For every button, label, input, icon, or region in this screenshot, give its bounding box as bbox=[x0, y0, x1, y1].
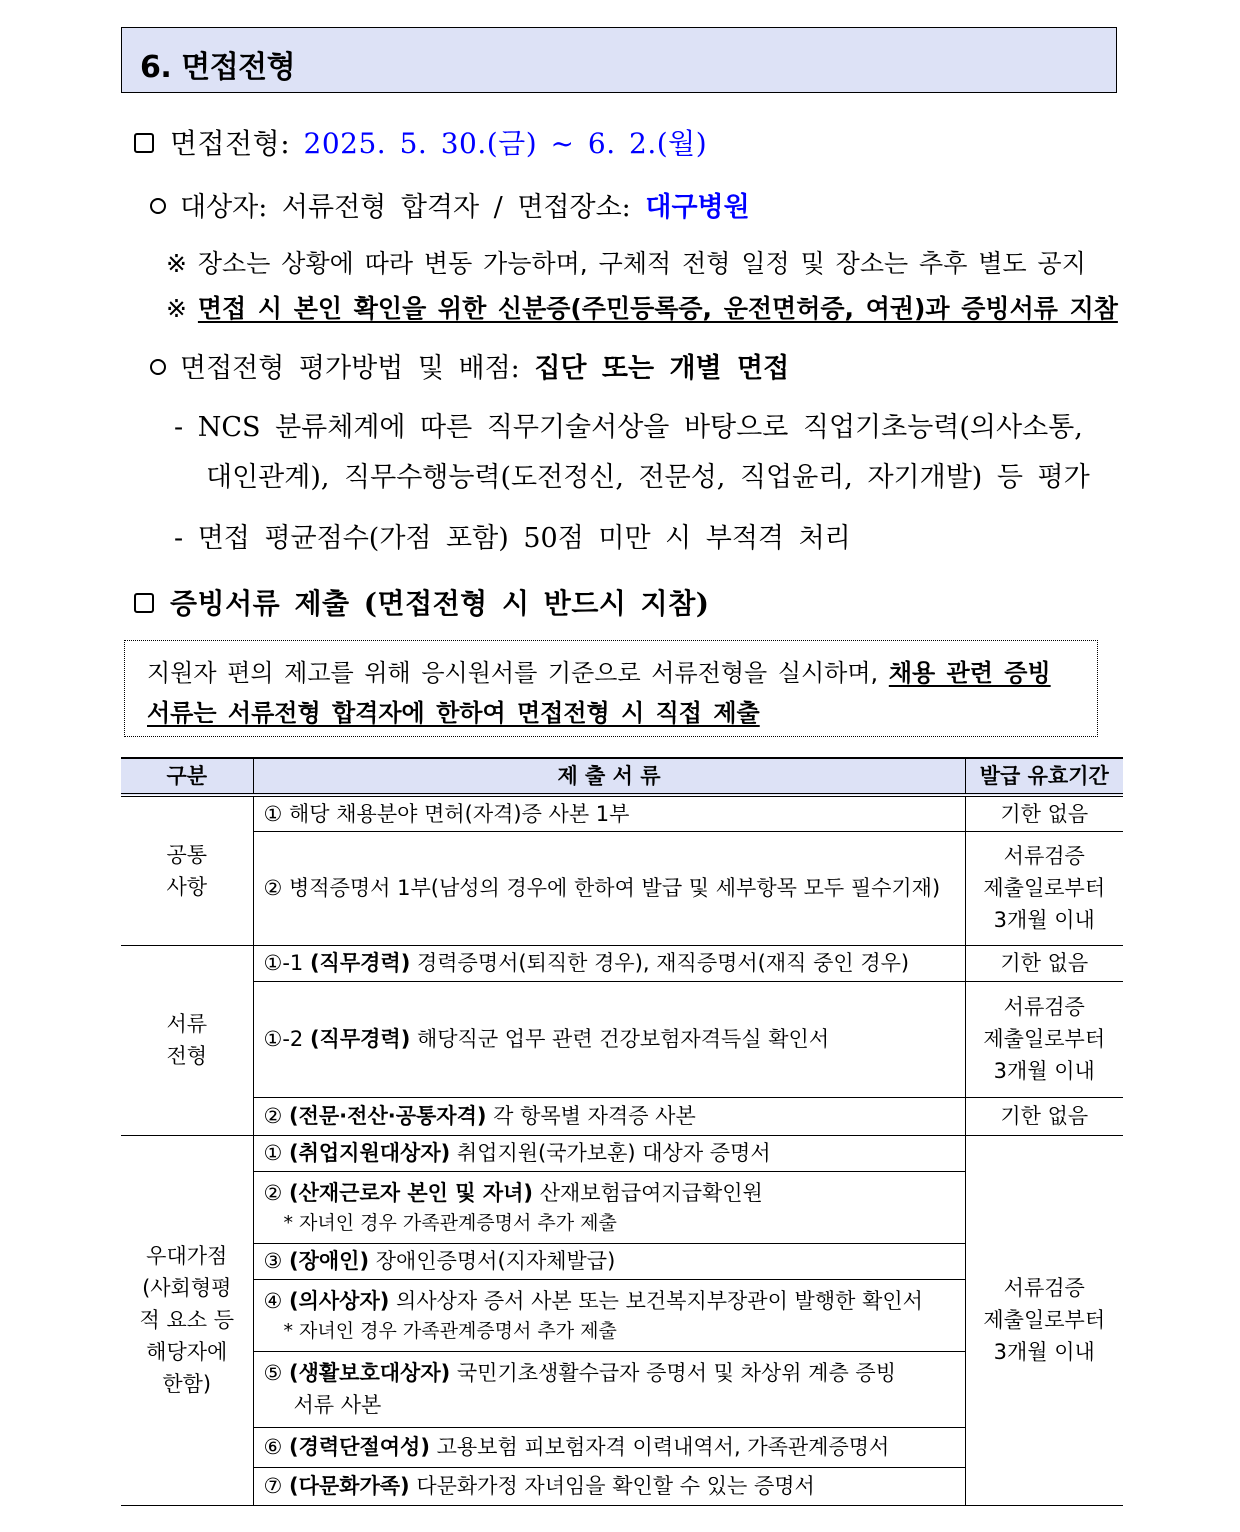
table-row bbox=[121, 981, 1123, 1097]
evaluation-line-2: 대인관계), 직무수행능력(도전정신, 전문성, 직업윤리, 자기개발) 등 평가 bbox=[206, 462, 1090, 493]
item-number: ⑤ bbox=[263, 1361, 290, 1385]
doc-qualification bbox=[253, 1097, 965, 1135]
item-category: (취업지원대상자) bbox=[289, 1141, 451, 1165]
validity-cell: 서류검증 제출일로부터 3개월 이내 bbox=[965, 981, 1123, 1097]
method-value: 집단 또는 개별 면접 bbox=[534, 353, 790, 384]
doc-license: ① 해당 채용분야 면허(자격)증 사본 1부 bbox=[253, 795, 965, 831]
item-number: ①-1 bbox=[263, 951, 310, 975]
item-number: ① bbox=[263, 1141, 290, 1165]
item-text: 장애인증명서(지자체발급) bbox=[369, 1249, 616, 1273]
item-text: 경력증명서(퇴직한 경우), 재직증명서(재직 중인 경우) bbox=[410, 951, 910, 975]
item-text: 국민기초생활수급자 증명서 및 차상위 계층 증빙 bbox=[450, 1361, 896, 1385]
item-category: (직무경력) bbox=[309, 1027, 411, 1051]
interview-label: 면접전형: bbox=[170, 127, 291, 160]
item-number: ② bbox=[263, 1181, 290, 1205]
item-category: (장애인) bbox=[289, 1249, 370, 1273]
validity-cell: 서류검증 제출일로부터 3개월 이내 bbox=[965, 831, 1123, 945]
doc-disability bbox=[253, 1243, 965, 1279]
item-text-continued: 서류 사본 bbox=[293, 1393, 382, 1417]
method-label: 면접전형 평가방법 및 배점: bbox=[180, 353, 520, 384]
section-title: 6. 면접전형 bbox=[140, 50, 296, 85]
doc-righteous-victim bbox=[253, 1279, 965, 1351]
item-number: ⑥ bbox=[263, 1435, 290, 1459]
table-row bbox=[121, 1097, 1123, 1135]
item-number: ③ bbox=[263, 1249, 290, 1273]
table-row bbox=[121, 945, 1123, 981]
id-note-text: 면접 시 본인 확인을 위한 신분증(주민등록증, 운전면허증, 여권)과 증빙서류 지참 bbox=[197, 294, 1118, 323]
documents-heading: 증빙서류 제출 (면접전형 시 반드시 지참) bbox=[170, 587, 710, 620]
doc-multicultural bbox=[253, 1467, 965, 1505]
notice-bold-text-1: 채용 관련 증빙 bbox=[888, 659, 1051, 687]
doc-career-break bbox=[253, 1427, 965, 1467]
notice-line-2 bbox=[147, 693, 760, 728]
validity-cell: 기한 없음 bbox=[965, 1097, 1123, 1135]
section-header bbox=[121, 27, 1117, 93]
item-category: (전문·전산·공통자격) bbox=[289, 1104, 487, 1128]
interview-target-line bbox=[150, 185, 750, 224]
method-line bbox=[150, 346, 789, 385]
table-row bbox=[121, 1135, 1123, 1171]
validity-cell: 서류검증 제출일로부터 3개월 이내 bbox=[965, 1135, 1123, 1505]
id-note bbox=[166, 289, 1118, 325]
table-row bbox=[121, 831, 1123, 945]
item-category: (다문화가족) bbox=[289, 1474, 410, 1498]
disqualify-line: - 면접 평균점수(가점 포함) 50점 미만 시 부적격 처리 bbox=[174, 523, 851, 554]
item-text: 고용보험 피보험자격 이력내역서, 가족관계증명서 bbox=[429, 1435, 890, 1459]
validity-cell: 기한 없음 bbox=[965, 945, 1123, 981]
item-number: ⑦ bbox=[263, 1474, 290, 1498]
interview-period-line bbox=[134, 122, 707, 162]
documents-table bbox=[121, 757, 1123, 1506]
header-documents: 제 출 서 류 bbox=[253, 758, 965, 795]
interview-location: 대구병원 bbox=[645, 192, 750, 223]
item-category: (의사상자) bbox=[289, 1289, 390, 1313]
group-common: 공통 사항 bbox=[121, 795, 253, 945]
circle-bullet-icon bbox=[150, 359, 166, 375]
notice-plain-text: 지원자 편의 제고를 위해 응시원서를 기준으로 서류전형을 실시하며, bbox=[147, 659, 889, 687]
item-number: ④ bbox=[263, 1289, 290, 1313]
doc-industrial-accident bbox=[253, 1171, 965, 1243]
item-text: 다문화가정 자녀임을 확인할 수 있는 증명서 bbox=[409, 1474, 815, 1498]
item-category: (직무경력) bbox=[309, 951, 411, 975]
header-category: 구분 bbox=[121, 758, 253, 795]
item-category: (경력단절여성) bbox=[289, 1435, 430, 1459]
notice-line-1 bbox=[147, 653, 1051, 688]
item-text: 취업지원(국가보훈) 대상자 증명서 bbox=[450, 1141, 771, 1165]
interview-period: 2025. 5. 30.(금) ~ 6. 2.(월) bbox=[303, 127, 708, 160]
table-row bbox=[121, 795, 1123, 831]
item-text: 산재보험급여지급확인원 bbox=[533, 1181, 763, 1205]
table-header-row bbox=[121, 758, 1123, 795]
id-note-prefix: ※ bbox=[166, 294, 198, 323]
documents-notice bbox=[124, 640, 1098, 737]
group-preference: 우대가점 (사회형평 적 요소 등 해당자에 한함) bbox=[121, 1135, 253, 1505]
evaluation-line-1: - NCS 분류체계에 따른 직무기술서상을 바탕으로 직업기초능력(의사소통, bbox=[174, 412, 1083, 443]
header-validity: 발급 유효기간 bbox=[965, 758, 1123, 795]
item-text: 해당직군 업무 관련 건강보험자격득실 확인서 bbox=[410, 1027, 830, 1051]
notice-bold-text-2: 서류는 서류전형 합격자에 한하여 면접전형 시 직접 제출 bbox=[147, 699, 760, 727]
doc-employment-support bbox=[253, 1135, 965, 1171]
item-number: ①-2 bbox=[263, 1027, 310, 1051]
item-note: * 자녀인 경우 가족관계증명서 추가 제출 bbox=[283, 1212, 617, 1234]
item-number: ② bbox=[263, 1104, 290, 1128]
square-bullet-icon bbox=[134, 593, 154, 613]
validity-cell: 기한 없음 bbox=[965, 795, 1123, 831]
documents-heading-line bbox=[134, 582, 710, 622]
doc-military: ② 병적증명서 1부(남성의 경우에 한하여 발급 및 세부항목 모두 필수기재) bbox=[253, 831, 965, 945]
interview-target-label: 대상자: 서류전형 합격자 / 면접장소: bbox=[180, 192, 631, 223]
item-category: (산재근로자 본인 및 자녀) bbox=[289, 1181, 534, 1205]
item-text: 의사상자 증서 사본 또는 보건복지부장관이 발행한 확인서 bbox=[389, 1289, 923, 1313]
location-note: ※ 장소는 상황에 따라 변동 가능하며, 구체적 전형 일정 및 장소는 추후 별도 공지 bbox=[166, 249, 1086, 278]
circle-bullet-icon bbox=[150, 198, 166, 214]
doc-career-certificate bbox=[253, 945, 965, 981]
group-screening: 서류 전형 bbox=[121, 945, 253, 1135]
doc-livelihood bbox=[253, 1351, 965, 1427]
item-note: * 자녀인 경우 가족관계증명서 추가 제출 bbox=[283, 1320, 617, 1342]
square-bullet-icon bbox=[134, 133, 154, 153]
item-text: 각 항목별 자격증 사본 bbox=[486, 1104, 696, 1128]
item-category: (생활보호대상자) bbox=[289, 1361, 451, 1385]
doc-health-insurance bbox=[253, 981, 965, 1097]
